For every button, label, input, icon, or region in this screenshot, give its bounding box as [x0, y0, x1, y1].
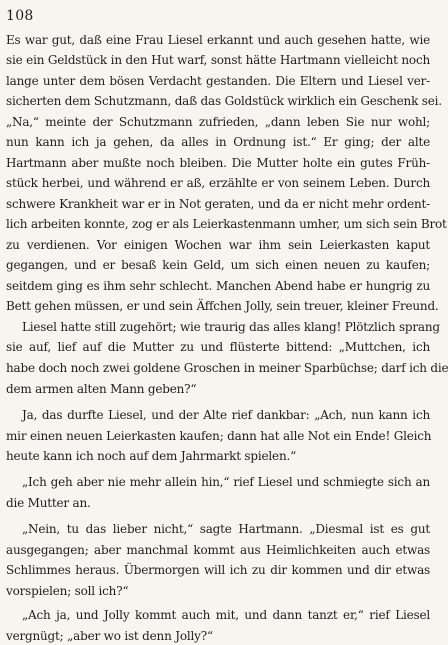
- text-line: Hartmann aber mußte noch bleiben. Die Mutter holte ein gutes Früh-: [6, 156, 430, 170]
- text-line: „Ach ja, und Jolly kommt auch mit, und dann tanzt er,“ rief Liesel: [22, 608, 430, 622]
- text-line: Liesel hatte still zugehört; wie traurig das alles klang! Plötzlich sprang: [22, 320, 440, 334]
- text-line: seitdem ging es ihm sehr schlecht. Manchen Abend habe er hungrig zu: [6, 279, 430, 293]
- text-line: schwere Krankheit war er in Not geraten, und da er nicht mehr ordent-: [6, 197, 430, 211]
- text-line: Schlimmes heraus. Übermorgen will ich zu dir kommen und dir etwas: [6, 563, 430, 577]
- text-line: zu verdienen. Vor einigen Wochen war ihm sein Leierkasten kaput: [6, 238, 430, 252]
- text-line: lich arbeiten konnte, zog er als Leierkastenmann umher, um sich sein Brot: [6, 217, 447, 231]
- text-line: habe doch noch zwei goldene Groschen in meiner Sparbüchse; darf ich die: [6, 361, 448, 375]
- text-line: „Nein, tu das lieber nicht,“ sagte Hartmann. „Diesmal ist es gut: [22, 522, 430, 536]
- text-line: sie ein Geldstück in den Hut warf, sonst hätte Hartmann vielleicht noch: [6, 53, 430, 67]
- text-line: heute kann ich noch auf dem Jahrmarkt spielen.“: [6, 449, 297, 463]
- text-line: dem armen alten Mann geben?“: [6, 382, 197, 396]
- text-line: gegangen, und er besaß kein Geld, um sich einen neuen zu kaufen;: [6, 258, 430, 272]
- text-line: mir einen neuen Leierkasten kaufen; dann hat alle Not ein Ende! Gleich: [6, 429, 432, 443]
- text-line: vorspielen; soll ich?“: [6, 584, 129, 598]
- text-line: stück herbei, und während er aß, erzählte er von seinem Leben. Durch: [6, 176, 430, 190]
- text-line: Es war gut, daß eine Frau Liesel erkannt und auch gesehen hatte, wie: [6, 33, 430, 47]
- text-line: lange unter dem bösen Verdacht gestanden. Die Eltern und Liesel ver-: [6, 74, 430, 88]
- text-line: „Ich geh aber nie mehr allein hin,“ rief Liesel und schmiegte sich an: [22, 475, 430, 489]
- text-line: nun kann ich ja gehen, da alles in Ordnung ist.“ Er ging; der alte: [6, 135, 430, 149]
- text-line: die Mutter an.: [6, 496, 91, 510]
- text-line: sie auf, lief auf die Mutter zu und flüsterte bittend: „Muttchen, ich: [6, 340, 430, 354]
- text-line: „Na,“ meinte der Schutzmann zufrieden, „dann leben Sie nur wohl;: [6, 115, 430, 129]
- text-line: Bett gehen müssen, er und sein Äffchen Jolly, sein treuer, kleiner Freund.: [6, 299, 439, 313]
- page-number: 108: [6, 8, 34, 24]
- text-line: vergnügt; „aber wo ist denn Jolly?“: [6, 629, 213, 643]
- text-line: Ja, das durfte Liesel, und der Alte rief dankbar: „Ach, nun kann ich: [22, 408, 430, 422]
- text-line: ausgegangen; aber manchmal kommt aus Heimlichkeiten auch etwas: [6, 543, 430, 557]
- text-line: sicherten dem Schutzmann, daß das Goldstück wirklich ein Geschenk sei.: [6, 94, 442, 108]
